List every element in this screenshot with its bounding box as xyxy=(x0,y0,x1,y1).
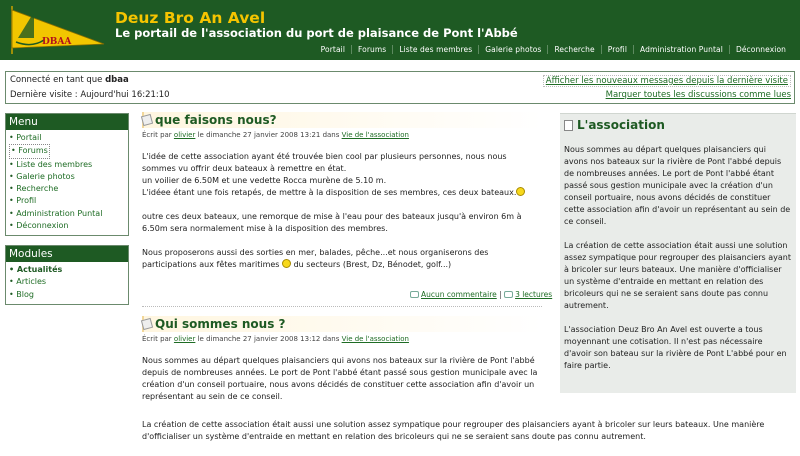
post2-category-link[interactable]: Vie de l'association xyxy=(341,335,409,343)
post1-author-link[interactable]: olivier xyxy=(173,131,196,139)
menu-item-galerie[interactable]: • Galerie photos xyxy=(9,171,125,183)
connected-as: Connecté en tant que dbaa xyxy=(10,75,129,85)
nav-membres[interactable]: Liste des membres xyxy=(392,45,478,54)
pennant-logo-icon[interactable] xyxy=(4,4,114,56)
nav-portail[interactable]: Portail xyxy=(320,45,346,54)
comment-icon xyxy=(410,291,419,298)
menu-item-deconnexion[interactable]: • Déconnexion xyxy=(9,220,125,232)
last-visit: Dernière visite : Aujourd'hui 16:21:10 xyxy=(10,90,170,100)
page-icon xyxy=(564,120,573,131)
menu-item-profil[interactable]: • Profil xyxy=(9,195,125,207)
menu-item-forums[interactable]: • Forums xyxy=(9,144,50,158)
modules-title: Modules xyxy=(6,246,128,262)
mark-read-link[interactable]: Marquer toutes les discussions comme lues xyxy=(605,90,791,100)
nav-profil[interactable]: Profil xyxy=(601,45,633,54)
site-title[interactable]: Deuz Bro An Avel xyxy=(115,9,266,27)
site-header xyxy=(0,0,800,60)
menu-item-recherche[interactable]: • Recherche xyxy=(9,183,125,195)
reads-link[interactable]: 3 lectures xyxy=(515,290,553,299)
login-links xyxy=(543,75,791,103)
menu-item-membres[interactable]: • Liste des membres xyxy=(9,159,125,171)
post1-body: L'idée de cette association ayant été trouvée bien cool par plusieurs personnes, nous nous sommes vu offrir deux bateaux à remettre en état. un voilier de 6.50M et une vedette Rocca murène de 5.10 m. L'idéee étant une fois retapés, de mettre à la disposition de ses membres, ces deux bateaux. outre ces deux bateaux, une remorque de mise à l'eau pour des bateaux jusqu'à environ 6m à 6.50m sera normalement mise à la disposition des membres. Nous proposerons aussi des sorties en mer, balades, pêche...et nous organiserons des participations aux fêtes maritimes du secteurs (Brest, Dz, Bénodet, golf...) xyxy=(142,151,542,283)
nav-deconnexion[interactable]: Déconnexion xyxy=(729,45,792,54)
post2-body: Nous sommes au départ quelques plaisanciers qui avons nos bateaux sur la rivière de Pont l'abbé depuis de nombreuses années. Le port de Pont l'abbé étant passé sous gestion municipale avec la création d'un conseil portuaire, nous avons décidés de constituer cette association afin d'avoir un représentant au sein de ce conseil. xyxy=(142,356,538,401)
post-separator xyxy=(142,306,542,307)
association-title: L'association xyxy=(564,118,665,132)
menu-item-admin[interactable]: • Administration Puntal xyxy=(9,208,125,220)
post2-author-link[interactable]: olivier xyxy=(173,335,196,343)
post-icon xyxy=(141,114,153,126)
post2-title[interactable]: Qui sommes nous ? xyxy=(142,317,286,331)
wink-smiley-icon xyxy=(282,259,291,268)
association-text: Nous sommes au départ quelques plaisanciers qui avons nos bateaux sur la rivière de Pont l'abbé depuis de nombreuses années. Le port de Pont l'abbé étant passé sous gestion municipale avec la création d'un conseil portuaire, nous avons décidés de constituer cette association afin d'avoir un représentant au sein de ce conseil. La création de cette association était aussi une solution assez sympatique pour regrouper des plaisanciers ayant à bricoler sur leurs bateaux. Une manière d'officialiser un système d'entraide en mettant en relation des bricoleurs qui ne se seraient sans doute pas connu autrement. L'association Deuz Bro An Avel est ouverte a tous moyennant une cotisation. Il n'est pas nécessaire d'avoir son bateau sur la rivière de Pont L'abbé pour en faire partie. xyxy=(564,145,792,370)
nav-admin[interactable]: Administration Puntal xyxy=(633,45,729,54)
site-subtitle: Le portail de l'association du port de plaisance de Pont l'Abbé xyxy=(115,26,518,40)
module-blog[interactable]: • Blog xyxy=(9,289,125,301)
association-box xyxy=(560,113,796,393)
module-actualites[interactable]: • Actualités xyxy=(9,264,125,276)
top-nav xyxy=(315,45,792,54)
new-messages-link[interactable]: Afficher les nouveaux messages depuis la dernière visite xyxy=(543,75,791,87)
post2-body-wide: La création de cette association était aussi une solution assez sympatique pour regrouper des plaisanciers ayant à bricoler sur leurs bateaux. Une manière d'officialiser un système d'entraide en mettant en relation des bricoleurs qui ne se seraient sans doute pas connu autrement. xyxy=(142,420,765,441)
menu-item-portail[interactable]: • Portail xyxy=(9,132,125,144)
nav-forums[interactable]: Forums xyxy=(351,45,392,54)
post-icon xyxy=(141,318,153,330)
eye-icon xyxy=(504,291,513,298)
module-articles[interactable]: • Articles xyxy=(9,276,125,288)
logo-text: DBAA xyxy=(42,37,72,47)
modules-box xyxy=(5,245,129,305)
post1-title[interactable]: que faisons nous? xyxy=(142,113,277,127)
menu-box xyxy=(5,113,129,236)
nav-galerie[interactable]: Galerie photos xyxy=(478,45,547,54)
smiley-icon xyxy=(516,187,525,196)
login-bar xyxy=(5,71,795,104)
post2-meta: Écrit par olivier le dimanche 27 janvier 2008 13:12 dans Vie de l'association xyxy=(142,335,409,343)
menu-title: Menu xyxy=(6,114,128,130)
post1-meta: Écrit par olivier le dimanche 27 janvier 2008 13:21 dans Vie de l'association xyxy=(142,131,409,139)
nav-recherche[interactable]: Recherche xyxy=(547,45,600,54)
username: dbaa xyxy=(105,75,129,85)
post1-category-link[interactable]: Vie de l'association xyxy=(341,131,409,139)
comments-link[interactable]: Aucun commentaire xyxy=(421,290,497,299)
post1-footer: Aucun commentaire | 3 lectures xyxy=(410,290,552,299)
